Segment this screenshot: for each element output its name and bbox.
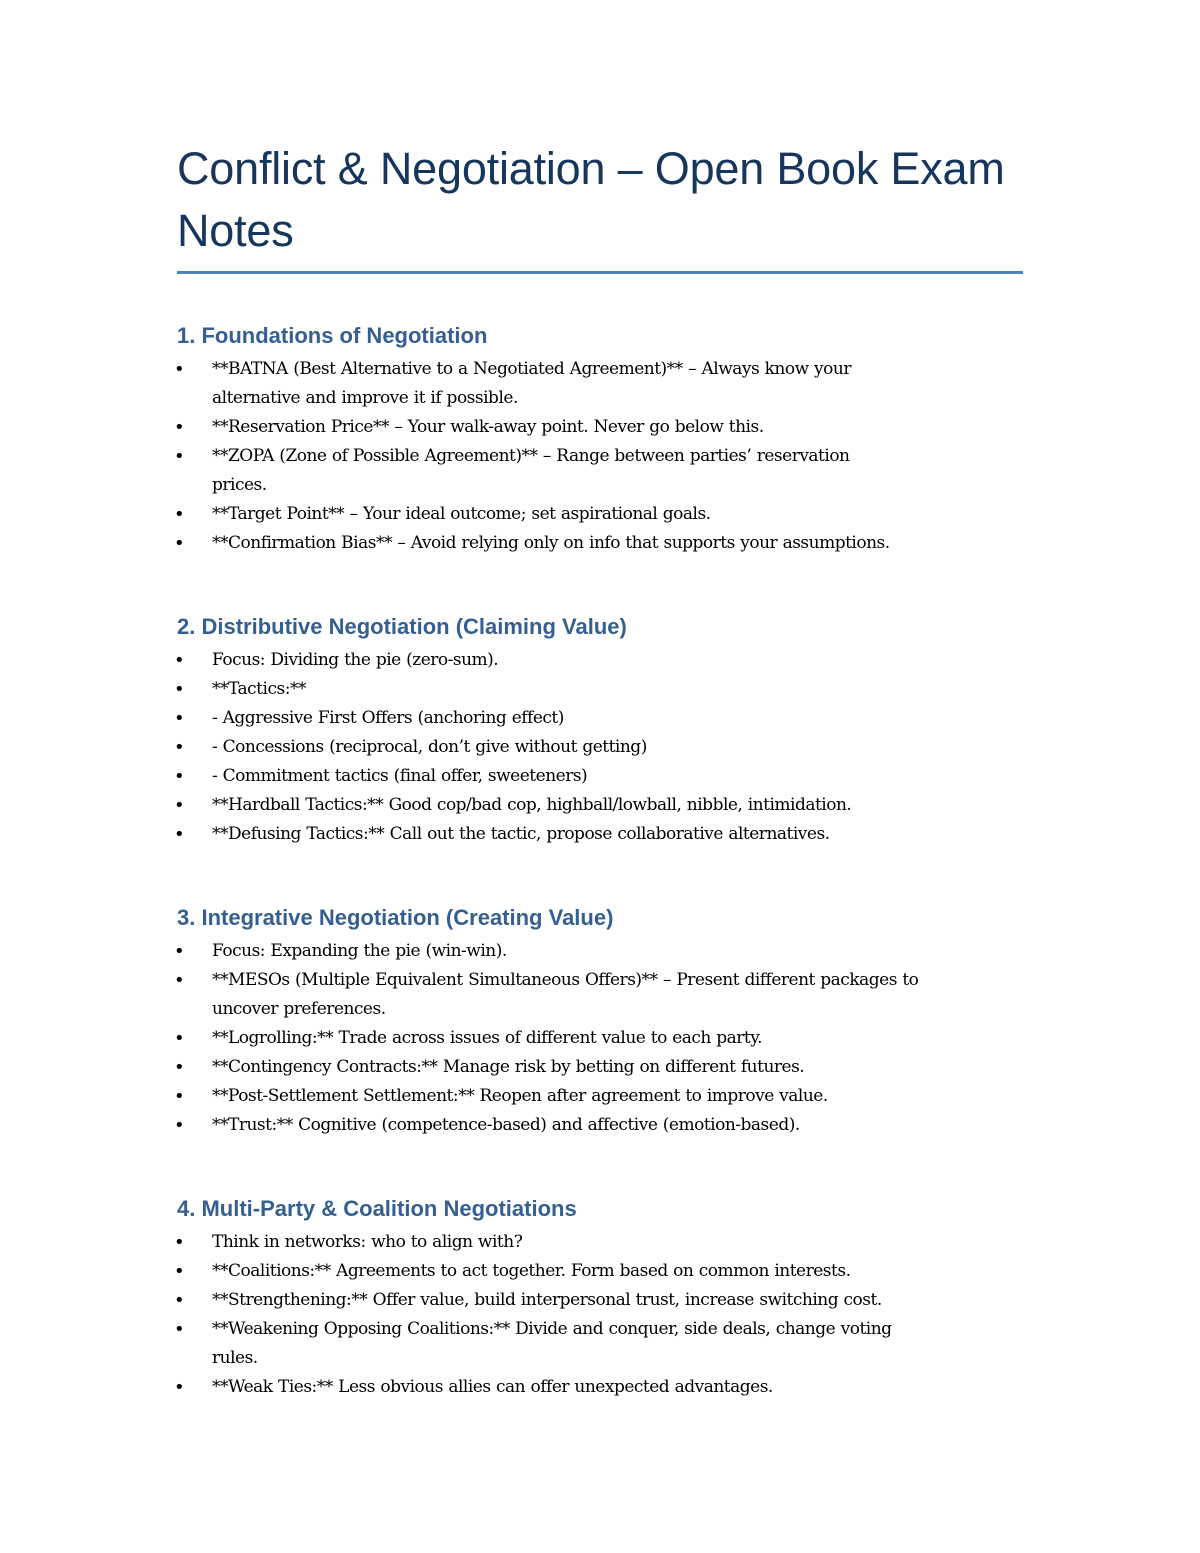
section-heading: 1. Foundations of Negotiation	[177, 323, 488, 348]
list-item: • **Weakening Opposing Coalitions:** Divide and conquer, side deals, change voting rules.	[177, 1315, 937, 1373]
list-item: • - Aggressive First Offers (anchoring effect)	[177, 704, 967, 733]
list-item: • **Logrolling:** Trade across issues of different value to each party.	[177, 1024, 967, 1053]
list-item: • **Target Point** – Your ideal outcome; set aspirational goals.	[177, 500, 897, 529]
bullet-list	[177, 355, 897, 558]
title-underline	[177, 271, 1023, 274]
section-heading: 3. Integrative Negotiation (Creating Value)	[177, 905, 614, 930]
list-item: • **ZOPA (Zone of Possible Agreement)** – Range between parties’ reservation prices.	[177, 442, 897, 500]
list-item: • - Commitment tactics (final offer, sweeteners)	[177, 762, 967, 791]
section-heading: 2. Distributive Negotiation (Claiming Value)	[177, 614, 627, 639]
bullet-list	[177, 646, 967, 849]
list-item: • Think in networks: who to align with?	[177, 1228, 937, 1257]
section-integrative	[177, 903, 1023, 1140]
list-item: • **Contingency Contracts:** Manage risk by betting on different futures.	[177, 1053, 967, 1082]
list-item: • **Trust:** Cognitive (competence-based) and affective (emotion-based).	[177, 1111, 967, 1140]
list-item: • - Concessions (reciprocal, don’t give without getting)	[177, 733, 967, 762]
list-item: • **Strengthening:** Offer value, build interpersonal trust, increase switching cost.	[177, 1286, 937, 1315]
document-title: Conflict & Negotiation – Open Book Exam Notes	[177, 143, 1005, 256]
document-page	[177, 138, 1023, 1402]
list-item: • **MESOs (Multiple Equivalent Simultaneous Offers)** – Present different packages to uncover preferences.	[177, 966, 967, 1024]
list-item: • **Reservation Price** – Your walk-away point. Never go below this.	[177, 413, 897, 442]
list-item: • **Confirmation Bias** – Avoid relying only on info that supports your assumptions.	[177, 529, 897, 558]
list-item: • **Weak Ties:** Less obvious allies can offer unexpected advantages.	[177, 1373, 937, 1402]
section-foundations	[177, 321, 1023, 558]
list-item: • Focus: Dividing the pie (zero-sum).	[177, 646, 967, 675]
section-multi-party	[177, 1194, 1023, 1402]
list-item: • Focus: Expanding the pie (win-win).	[177, 937, 967, 966]
section-heading: 4. Multi-Party & Coalition Negotiations	[177, 1196, 577, 1221]
list-item: • **Coalitions:** Agreements to act together. Form based on common interests.	[177, 1257, 937, 1286]
list-item: • **Tactics:**	[177, 675, 967, 704]
list-item: • **Defusing Tactics:** Call out the tactic, propose collaborative alternatives.	[177, 820, 967, 849]
list-item: • **BATNA (Best Alternative to a Negotiated Agreement)** – Always know your alternative and improve it if possible.	[177, 355, 897, 413]
section-distributive	[177, 612, 1023, 849]
bullet-list	[177, 937, 967, 1140]
bullet-list	[177, 1228, 937, 1402]
list-item: • **Hardball Tactics:** Good cop/bad cop, highball/lowball, nibble, intimidation.	[177, 791, 967, 820]
list-item: • **Post-Settlement Settlement:** Reopen after agreement to improve value.	[177, 1082, 967, 1111]
